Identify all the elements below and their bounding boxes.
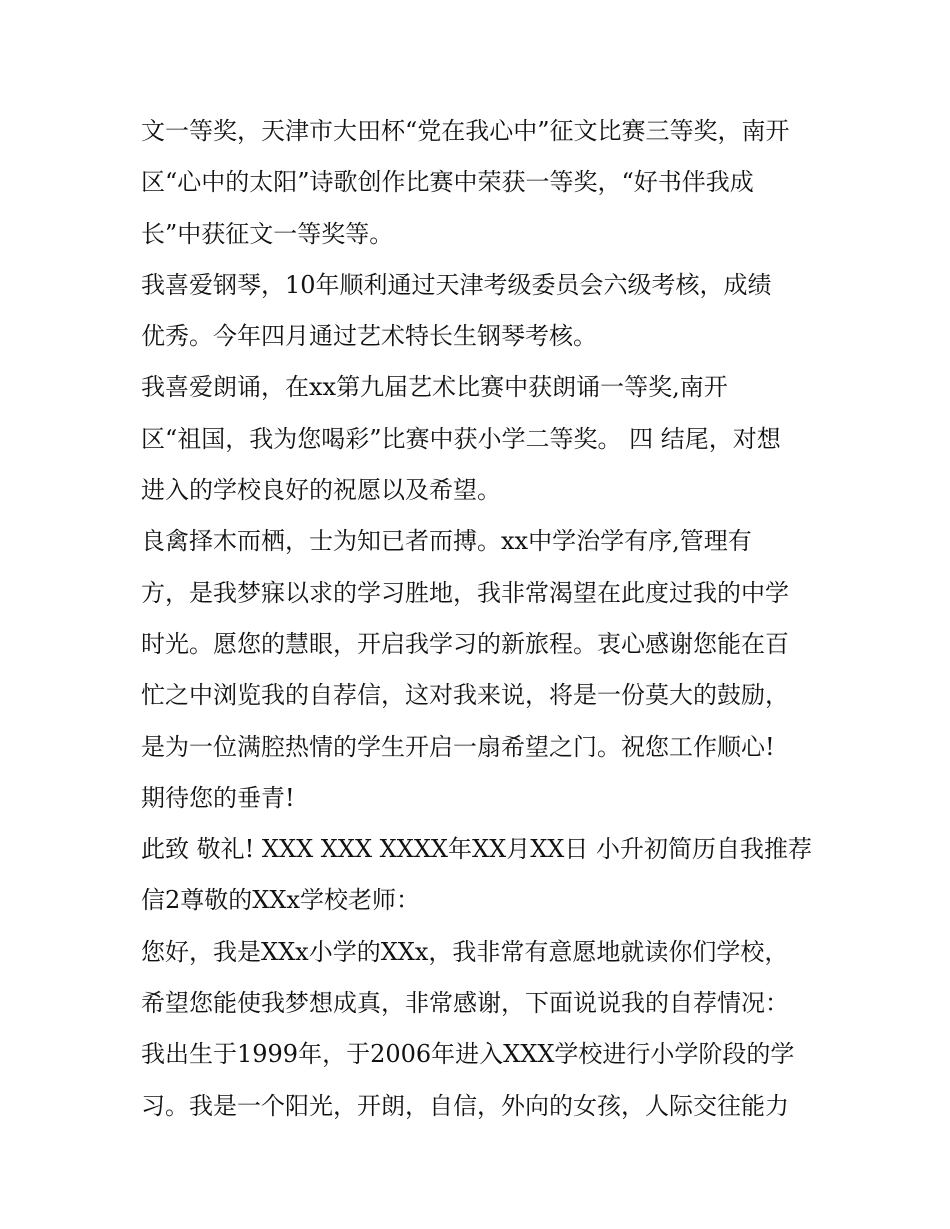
text-line: 希望您能使我梦想成真，非常感谢，下面说说我的自荐情况： (141, 989, 789, 1018)
text-line: 进入的学校良好的祝愿以及希望。 (141, 476, 501, 505)
text-line: 长”中获征文一等奖等。 (141, 219, 394, 248)
text-line: 区“心中的太阳”诗歌创作比赛中荣获一等奖，“好书伴我成 (141, 168, 754, 197)
text-line: 期待您的垂青! (141, 783, 295, 812)
text-line: 信2尊敬的XXx学校老师： (141, 886, 420, 915)
text-line: 区“祖国，我为您喝彩”比赛中获小学二等奖。 四 结尾，对想 (141, 424, 781, 453)
body-text (141, 106, 821, 1132)
text-line: 忙之中浏览我的自荐信，这对我来说，将是一份莫大的鼓励， (141, 681, 789, 710)
text-line: 时光。愿您的慧眼，开启我学习的新旅程。衷心感谢您能在百 (141, 629, 789, 658)
text-line: 我喜爱钢琴，10年顺利通过天津考级委员会六级考核，成绩 (141, 270, 772, 299)
text-line: 良禽择木而栖，士为知已者而搏。xx中学治学有序,管理有 (141, 527, 752, 556)
text-line: 方，是我梦寐以求的学习胜地，我非常渴望在此度过我的中学 (141, 578, 789, 607)
text-line: 我喜爱朗诵，在xx第九届艺术比赛中获朗诵一等奖,南开 (141, 373, 728, 402)
text-line: 习。我是一个阳光，开朗，自信，外向的女孩，人际交往能力 (141, 1091, 789, 1120)
text-line: 此致 敬礼! XXX XXX XXXX年XX月XX日 小升初简历自我推荐 (141, 835, 812, 864)
text-line: 我出生于1999年，于2006年进入XXX学校进行小学阶段的学 (141, 1040, 795, 1069)
text-line: 您好，我是XXx小学的XXx，我非常有意愿地就读你们学校， (141, 937, 789, 966)
text-line: 文一等奖，天津市大田杯“党在我心中”征文比赛三等奖，南开 (141, 117, 790, 145)
text-line: 是为一位满腔热情的学生开启一扇希望之门。祝您工作顺心! (141, 732, 775, 761)
text-line: 优秀。今年四月通过艺术特长生钢琴考核。 (141, 322, 597, 351)
